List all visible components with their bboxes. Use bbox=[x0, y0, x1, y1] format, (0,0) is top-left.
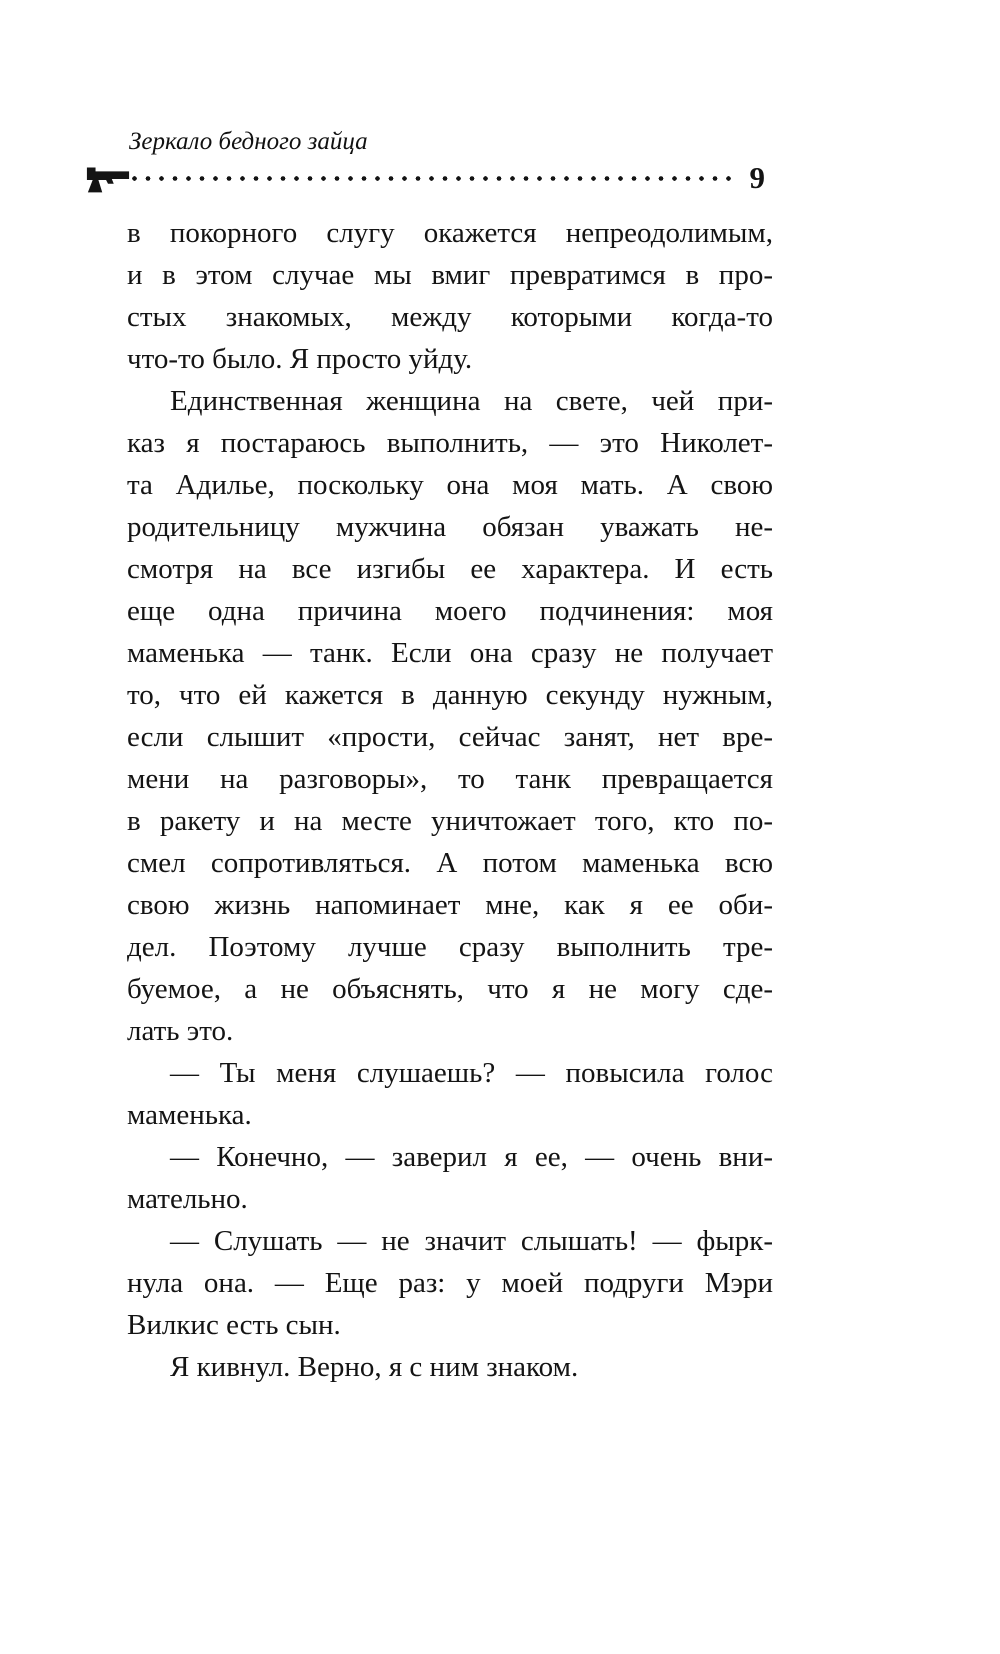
paragraph bbox=[127, 1136, 773, 1220]
text-line: дел. Поэтому лучше сразу выполнить тре- bbox=[127, 931, 773, 963]
text-line: — Конечно, — заверил я ее, — очень вни- bbox=[170, 1141, 773, 1173]
paragraph bbox=[127, 1220, 773, 1346]
text-line: мени на разговоры», то танк превращается bbox=[127, 763, 773, 795]
paragraph bbox=[127, 1052, 773, 1136]
text-line: та Адилье, поскольку она моя мать. А свою bbox=[127, 469, 773, 501]
text-line: мательно. bbox=[127, 1183, 248, 1215]
text-line: Вилкис есть сын. bbox=[127, 1309, 341, 1341]
text-line: в ракету и на месте уничтожает того, кто по- bbox=[127, 805, 773, 837]
text-line: маменька — танк. Если она сразу не получает bbox=[127, 637, 773, 669]
text-line: родительницу мужчина обязан уважать не- bbox=[127, 511, 773, 543]
text-line: Единственная женщина на свете, чей при- bbox=[170, 385, 773, 417]
text-line: еще одна причина моего подчинения: моя bbox=[127, 595, 773, 627]
text-line: и в этом случае мы вмиг превратимся в про- bbox=[127, 259, 773, 291]
dotted-rule bbox=[131, 175, 738, 182]
page-body bbox=[127, 212, 773, 1388]
text-line: маменька. bbox=[127, 1099, 252, 1131]
text-line: каз я постараюсь выполнить, — это Николет- bbox=[127, 427, 773, 459]
text-line: то, что ей кажется в данную секунду нужным, bbox=[127, 679, 773, 711]
text-line: стых знакомых, между которыми когда-то bbox=[127, 301, 773, 333]
text-line: в покорного слугу окажется непреодолимым, bbox=[127, 217, 773, 249]
text-line: что-то было. Я просто уйду. bbox=[127, 343, 473, 375]
text-line: — Слушать — не значит слышать! — фырк- bbox=[170, 1225, 773, 1257]
pistol-icon bbox=[85, 163, 131, 195]
running-title: Зеркало бедного зайца bbox=[129, 128, 368, 155]
text-line: Я кивнул. Верно, я с ним знаком. bbox=[170, 1351, 579, 1383]
page-number: 9 bbox=[749, 160, 765, 195]
text-line: смел сопротивляться. А потом маменька всю bbox=[127, 847, 773, 879]
paragraph bbox=[127, 380, 773, 1052]
text-line: смотря на все изгибы ее характера. И есть bbox=[127, 553, 773, 585]
paragraph bbox=[127, 1346, 773, 1388]
text-line: буемое, а не объяснять, что я не могу сде- bbox=[127, 973, 773, 1005]
text-line: если слышит «прости, сейчас занят, нет вре- bbox=[127, 721, 773, 753]
text-line: нула она. — Еще раз: у моей подруги Мэри bbox=[127, 1267, 773, 1299]
text-line: свою жизнь напоминает мне, как я ее оби- bbox=[127, 889, 773, 921]
text-line: лать это. bbox=[127, 1015, 234, 1047]
header-rule-row bbox=[85, 161, 765, 195]
text-line: — Ты меня слушаешь? — повысила голос bbox=[170, 1057, 773, 1089]
page-header bbox=[85, 128, 765, 195]
paragraph bbox=[127, 212, 773, 380]
